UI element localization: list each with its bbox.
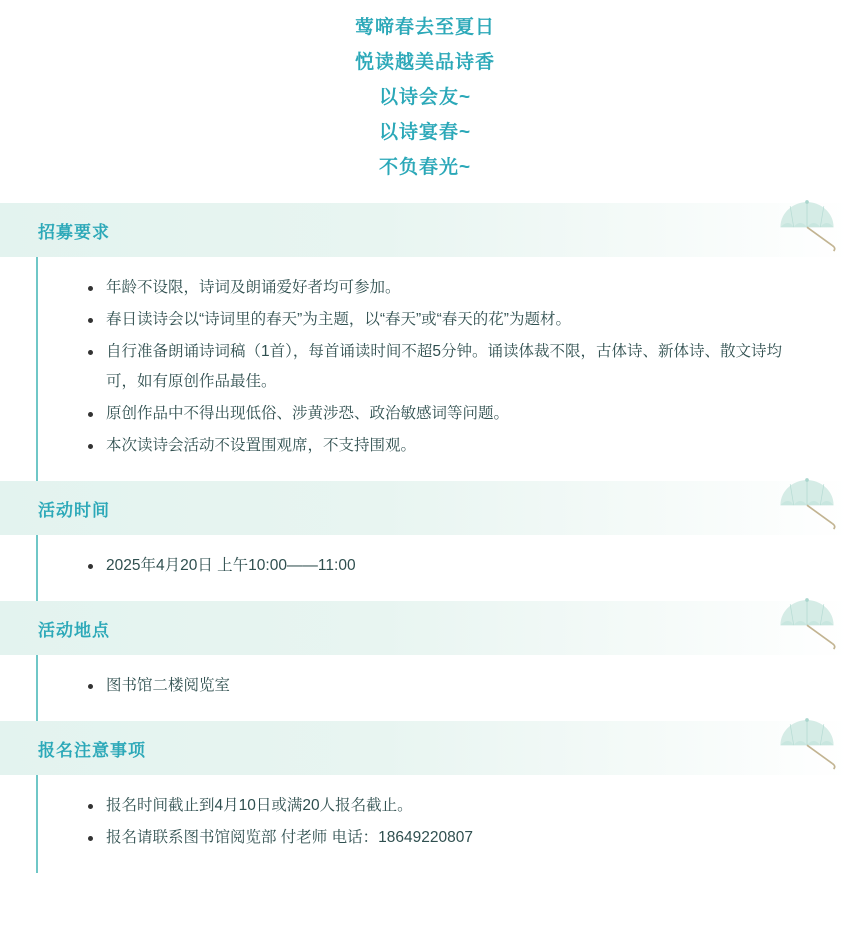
heading-line-1: 莺啼春去至夏日 (354, 17, 495, 38)
registration-notes-list (66, 791, 810, 853)
section-title: 活动时间 (38, 500, 110, 520)
poem-heading-block (0, 0, 850, 203)
section-body (36, 655, 850, 721)
list-item: 2025年4月20日 上午10:00——11:00 (88, 551, 810, 581)
section-recruitment-requirements (0, 203, 850, 481)
event-time-list (66, 551, 810, 581)
heading-line-3: 以诗会友~ (378, 87, 472, 108)
list-item: 图书馆二楼阅览室 (88, 671, 810, 701)
heading-line-4: 以诗宴春~ (378, 122, 472, 143)
list-item: 自行准备朗诵诗词稿（1首），每首诵读时间不超5分钟。诵读体裁不限，古体诗、新体诗、散文诗均可，如有原创作品最佳。 (88, 337, 810, 397)
list-item: 报名请联系图书馆阅览部 付老师 电话：18649220807 (88, 823, 810, 853)
umbrella-icon (772, 473, 842, 543)
section-body (36, 535, 850, 601)
list-item: 报名时间截止到4月10日或满20人报名截止。 (88, 791, 810, 821)
section-body (36, 257, 850, 481)
section-event-location (0, 601, 850, 721)
section-event-time (0, 481, 850, 601)
umbrella-icon (772, 713, 842, 783)
section-body (36, 775, 850, 873)
heading-line-5: 不负春光~ (378, 157, 472, 178)
heading-line-2: 悦读越美品诗香 (354, 52, 495, 73)
list-item: 本次读诗会活动不设置围观席，不支持围观。 (88, 431, 810, 461)
section-title: 活动地点 (38, 620, 110, 640)
page-bottom-spacer (0, 873, 850, 903)
list-item: 原创作品中不得出现低俗、涉黄涉恐、政治敏感词等问题。 (88, 399, 810, 429)
list-item: 年龄不设限，诗词及朗诵爱好者均可参加。 (88, 273, 810, 303)
requirement-list (66, 273, 810, 461)
umbrella-icon (772, 593, 842, 663)
section-header (0, 721, 850, 775)
section-registration-notes (0, 721, 850, 873)
list-item: 春日读诗会以“诗词里的春天”为主题，以“春天”或“春天的花”为题材。 (88, 305, 810, 335)
section-header (0, 601, 850, 655)
event-location-list (66, 671, 810, 701)
section-header (0, 481, 850, 535)
section-header (0, 203, 850, 257)
section-title: 报名注意事项 (38, 740, 146, 760)
umbrella-icon (772, 195, 842, 265)
section-title: 招募要求 (38, 222, 110, 242)
